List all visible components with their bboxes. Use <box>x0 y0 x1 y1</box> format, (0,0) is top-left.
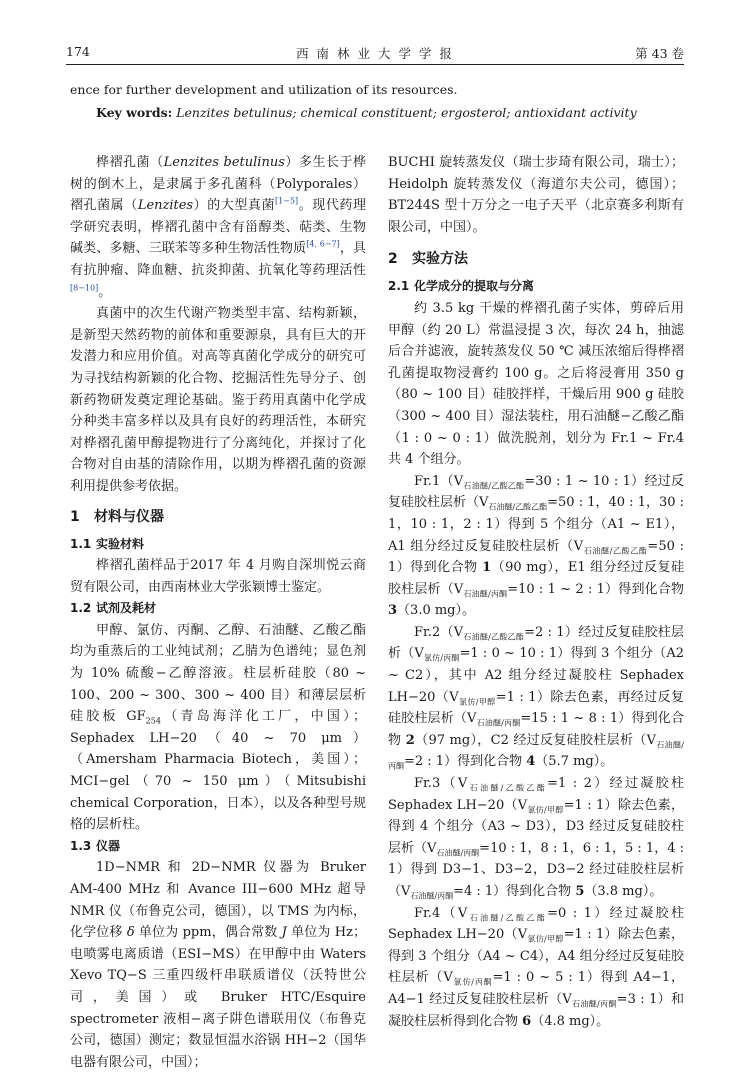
section-1-3-heading: 1.3 仪器 <box>70 838 121 853</box>
section-1-3-text-cont: BUCHI 旋转蒸发仪（瑞士步琦有限公司，瑞士）；Heidolph 旋转蒸发仪（海道尔夫公司，德国）；BT244S 型十万分之一电子天平（北京赛多利斯有限公司，中国）。 <box>388 155 684 235</box>
intro-paragraph-1: 桦褶孔菌（Lenzites betulinus）多生长于桦树的倒木上，是隶属于多孔菌科（Polyporales）褶孔菌属（Lenzites）的大型真菌[1−5]。现代药理学研究表明，桦褶孔菌中含有甾醇类、萜类、生物碱类、多糖、三联苯等多种生物活性物质[4, 6−7]，具有抗肿瘤、降血糖、抗炎抑菌、抗氧化等药理活性[8−10]。 <box>70 155 366 300</box>
intro-paragraph-2: 真菌中的次生代谢产物类型丰富、结构新颖，是新型天然药物的前体和重要源泉，具有巨大的开发潜力和应用价值。对高等真菌化学成分的研究可为寻找结构新颖的化合物、挖掘活性先导分子、创新药物研发奠定理论基础。鉴于药用真菌中化学成分种类丰富多样以及具有良好的药理活性，本研究对桦褶孔菌甲醇提物进行了分离纯化，并探讨了化合物对自由基的清除作用，以期为桦褶孔菌的资源利用提供参考依据。 <box>70 306 366 494</box>
keywords-label: Key words: <box>96 105 173 120</box>
journal-title: 西 南 林 业 大 学 学 报 <box>296 46 454 61</box>
section-1-2-heading: 1.2 试剂及耗材 <box>70 601 157 616</box>
citation-ref[interactable]: [1−5] <box>275 196 299 206</box>
section-1-heading: 1 材料与仪器 <box>70 508 164 525</box>
section-1-1-text: 桦褶孔菌样品于2017 年 4 月购自深圳悦云商贸有限公司，由西南林业大学张颖博士鉴定。 <box>70 558 366 595</box>
running-header <box>66 40 684 65</box>
abstract-continuation: ence for further development and utilization of its resources. <box>70 82 458 97</box>
fraction-4-paragraph: $Fr.4(V_{石油醚/乙酸乙酯}=0$ : 1）经过凝胶柱 Sephadex $LH-20(V_{氯仿/甲醇}=1$ : 1）除去色素，得到 3 个组分（A4 ~ C4），A4 组分经过反复硅胶柱层析（$V_{氯仿/丙酮}=1$ : 0 ~ 5 : 1）得到 A4−1，A4−1 经过反复硅胶柱层析（$V_{石油醚/丙酮}=3$ : 1）和凝胶柱层析得到化合物 6（4.8 mg）。 <box>388 905 684 1029</box>
section-1-2-text: 甲醇、氯仿、丙酮、乙醇、石油醚、乙酸乙酯均为重蒸后的工业纯试剂；乙腈为色谱纯；显色剂为 10% 硫酸−乙醇溶液。柱层析硅胶（80 ~ 100、200 ~ 300、300 ~ 400 目）和薄层层析硅胶板 $GF_{254}$（青岛海洋化工厂，中国）；Sephadex LH−20（40 ~ 70 μm）（Amersham Pharmacia Biotech，美国）；MCI−gel（70 ~ 150 μm）（Mitsubishi chemical Corporation，日本），以及各种型号规格的层析柱。 <box>70 622 366 833</box>
keywords-list: Lenzites betulinus; chemical constituent; ergosterol; antioxidant activity <box>176 105 637 120</box>
extraction-paragraph: 约 3.5 kg 干燥的桦褶孔菌子实体，剪碎后用甲醇（约 20 L）常温浸提 3 次，每次 24 h，抽滤后合并滤液，旋转蒸发仪 50 ℃ 减压浓缩后得桦褶孔菌提取物浸膏约 100 g。之后将浸膏用 350 g（80 ~ 100 目）硅胶拌样，干燥后用 900 g 硅胶（300 ~ 400 目）湿法装柱，用石油醚−乙酸乙酯（1 : 0 ~ 0 : 1）做洗脱剂，划分为 Fr.1 ~ Fr.4 共 4 个组分。 <box>388 300 684 468</box>
page-number: 174 <box>66 44 90 59</box>
keywords-line <box>96 103 716 123</box>
section-2-1-heading: 2.1 化学成分的提取与分离 <box>388 279 535 294</box>
fraction-1-paragraph: $Fr.1(V_{石油醚/乙酸乙酯}=30$ : 1 ~ 10 : 1）经过反复硅胶柱层析（$V_{石油醚/乙酸乙酯}=50$ : 1，40 : 1，30 : 1，10 : 1，2 : 1）得到 5 个组分（A1 ~ E1），A1 组分经过反复硅胶柱层析（$V_{石油醚/乙酸乙酯}=50$ : 1）得到化合物 1（90 mg），E1 组分经过反复硅胶柱层析（$V_{石油醚/丙酮}=10$ : 1 ~ 2 : 1）得到化合物 3（3.0 mg）。 <box>388 473 685 619</box>
section-2-heading: 2 实验方法 <box>388 251 468 268</box>
right-column <box>388 152 684 1032</box>
fraction-3-paragraph: $Fr.3(V_{石油醚/乙酸乙酯}=1$ : 2）经过凝胶柱 Sephadex $LH-20(V_{氯仿/甲醇}=1$ : 1）除去色素，得到 4 个组分（A3 ~ D3），D3 经过反复硅胶柱层析（$V_{石油醚/丙酮}=10$ : 1，8 : 1，6 : 1，5 : 1，4 : 1）得到 D3−1、D3−2，D3−2 经过硅胶柱层析（$V_{石油醚/丙酮}=4$ : 1）得到化合物 5（3.8 mg）。 <box>388 776 684 901</box>
volume-label: 第 43 卷 <box>635 46 684 61</box>
section-1-3-text: 1D−NMR 和 2D−NMR 仪器为 Bruker AM-400 MHz 和 Avance III−600 MHz 超导 NMR 仪（布鲁克公司，德国），以 TMS 为内标，化学位移 δ 单位为 ppm，偶合常数 J 单位为 Hz；电喷雾电离质谱（ESI−MS）在甲醇中由 Waters Xevo TQ−S 三重四级杆串联质谱仪（沃特世公司，美国）或 Bruker HTC/Esquire spectrometer 液相−离子阱色谱联用仪（布鲁克公司，德国）测定；数显恒温水浴锅 HH−2（国华电器有限公司，中国）； <box>70 860 366 1070</box>
citation-ref[interactable]: [8−10] <box>70 283 99 293</box>
fraction-2-paragraph: $Fr.2(V_{石油醚/乙酸乙酯}=2$ : 1）经过反复硅胶柱层析（$V_{氯仿/丙酮}=1$ : 0 ~ 10 : 1）得到 3 个组分（A2 ~ C2），其中 A2 组分经过凝胶柱 Sephadex $LH-20(V_{氯仿/甲醇}=1$ : 1）除去色素，再经过反复硅胶柱层析（$V_{石油醚/丙酮}=15$ : 1 ~ 8 : 1）得到化合物 2（97 mg），C2 经过反复硅胶柱层析（$V_{石油醚/丙酮}=2$ : 1）得到化合物 4（5.7 mg）。 <box>388 624 685 772</box>
left-column <box>70 152 366 1073</box>
section-1-1-heading: 1.1 实验材料 <box>70 536 145 551</box>
citation-ref[interactable]: [4, 6−7] <box>306 240 340 250</box>
